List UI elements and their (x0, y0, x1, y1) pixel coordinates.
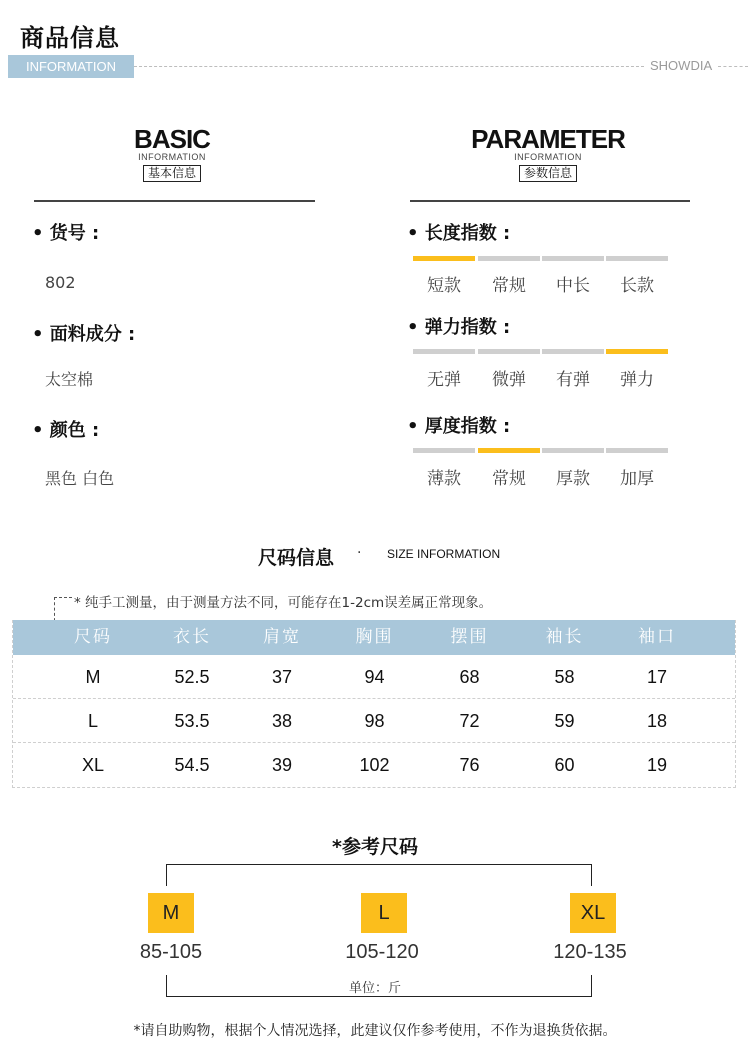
elasticity-bar-segment (606, 349, 668, 354)
table-cell: 19 (646, 755, 668, 775)
size-info-title: 尺码信息 (258, 547, 335, 569)
table-row (13, 655, 735, 699)
length-bar-segment (413, 256, 475, 261)
header-divider (134, 66, 644, 67)
table-cell: 72 (459, 711, 480, 731)
length-option-label: 长款 (620, 276, 654, 296)
brand-label: SHOWDIA (650, 58, 713, 73)
size-table-header (13, 620, 735, 655)
footer-disclaimer: *请自助购物，根据个人情况选择，此建议仅作参考使用，不作为退换货依据。 (133, 1023, 617, 1039)
header-cell-sleeve: 袖长 (545, 627, 584, 647)
table-cell: 94 (364, 667, 385, 687)
header-cell-chest: 胸围 (355, 627, 394, 647)
item-number-value: 802 (45, 273, 76, 292)
header-cell-size: 尺码 (74, 627, 112, 647)
header-cell-hem: 摆围 (450, 627, 489, 647)
basic-heading-cn: 基本信息 (143, 165, 201, 182)
table-cell: M (85, 667, 101, 687)
table-cell: L (87, 711, 98, 731)
header-cell-shoulder: 肩宽 (263, 627, 301, 647)
table-cell: 17 (646, 667, 668, 687)
size-table (12, 620, 736, 788)
thickness-bar-segment (542, 448, 604, 453)
table-cell: 52.5 (174, 667, 210, 687)
basic-heading-title: BASIC (134, 124, 210, 154)
thickness-option-label: 常规 (492, 469, 526, 489)
color-value: 黑色 白色 (45, 469, 115, 488)
table-cell: 37 (271, 667, 293, 687)
table-cell: 60 (554, 755, 575, 775)
weight-range-l: 105-120 (345, 941, 419, 963)
size-box-l: L (361, 893, 407, 933)
basic-divider (34, 200, 315, 202)
size-box-m: M (148, 893, 194, 933)
item-number-label: • 货号 : (32, 223, 100, 244)
table-row (13, 699, 735, 743)
basic-heading-sub: INFORMATION (138, 152, 206, 162)
elasticity-bar-segment (478, 349, 540, 354)
parameter-heading-title: PARAMETER (471, 124, 625, 154)
elasticity-index-label: • 弹力指数 : (407, 317, 511, 338)
length-option-label: 中长 (556, 276, 590, 296)
table-cell: 58 (554, 667, 575, 687)
table-cell: XL (81, 755, 105, 775)
header-cell-length: 衣长 (173, 627, 211, 647)
table-cell: 76 (459, 755, 480, 775)
header-cell-cuff: 袖口 (638, 627, 676, 647)
fabric-value: 太空棉 (45, 370, 94, 389)
thickness-bar-segment (413, 448, 475, 453)
length-bar-segment (478, 256, 540, 261)
elasticity-option-label: 微弹 (492, 370, 526, 390)
length-index-label: • 长度指数 : (407, 223, 511, 244)
table-cell: 38 (271, 711, 293, 731)
thickness-option-label: 加厚 (620, 469, 654, 489)
information-tag: INFORMATION (8, 55, 134, 78)
elasticity-option-label: 无弹 (427, 370, 461, 390)
fabric-label: • 面料成分 : (32, 324, 136, 345)
length-bar-segment (542, 256, 604, 261)
table-row (13, 743, 735, 787)
elasticity-option-label: 弹力 (620, 370, 654, 390)
thickness-index-label: • 厚度指数 : (407, 416, 511, 437)
table-cell: 98 (364, 711, 385, 731)
table-cell: 59 (554, 711, 575, 731)
table-cell: 39 (271, 755, 293, 775)
header-divider-end (718, 66, 748, 67)
color-label: • 颜色 : (32, 420, 100, 441)
length-option-label: 常规 (492, 276, 526, 296)
parameter-divider (410, 200, 690, 202)
weight-range-xl: 120-135 (553, 941, 627, 963)
size-info-dot: · (357, 545, 362, 561)
length-bar-segment (606, 256, 668, 261)
elasticity-bar-segment (413, 349, 475, 354)
parameter-heading-sub: INFORMATION (514, 152, 582, 162)
reference-frame-top (166, 864, 592, 886)
elasticity-option-label: 有弹 (556, 370, 590, 390)
table-cell: 102 (359, 755, 390, 775)
reference-size-title: *参考尺码 (332, 836, 418, 858)
unit-label: 单位：斤 (348, 981, 401, 996)
basic-heading (120, 126, 224, 182)
table-cell: 18 (646, 711, 668, 731)
thickness-bar-segment (606, 448, 668, 453)
measurement-note: * 纯手工测量，由于测量方法不同，可能存在1-2cm误差属正常现象。 (74, 595, 493, 611)
parameter-heading (460, 126, 636, 182)
thickness-bar-segment (478, 448, 540, 453)
table-cell: 54.5 (174, 755, 210, 775)
parameter-heading-cn: 参数信息 (519, 165, 577, 182)
thickness-option-label: 厚款 (556, 469, 590, 489)
table-cell: 68 (459, 667, 480, 687)
weight-range-m: 85-105 (139, 941, 203, 963)
table-cell: 53.5 (174, 711, 210, 731)
size-info-subtitle: SIZE INFORMATION (387, 547, 501, 561)
length-option-label: 短款 (427, 276, 461, 296)
elasticity-bar-segment (542, 349, 604, 354)
page-title: 商品信息 (20, 24, 120, 52)
size-box-xl: XL (570, 893, 616, 933)
thickness-option-label: 薄款 (427, 469, 461, 489)
